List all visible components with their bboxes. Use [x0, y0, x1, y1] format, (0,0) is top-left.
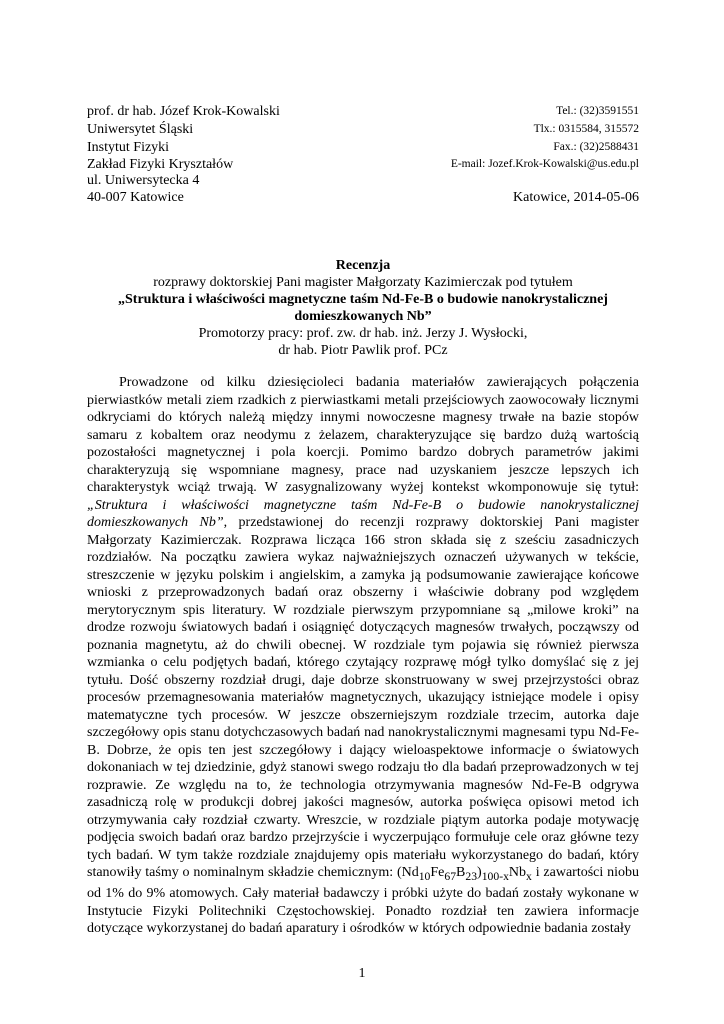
university: Uniwersytet Śląski — [87, 122, 194, 137]
thesis-title: „Struktura i właściwości magnetyczne taśm Nd-Fe-B o budowie nanokrystalicznej domieszkowanych Nb” — [118, 292, 608, 324]
text-run: , przedstawionej do recenzji rozprawy doktorskiej Pani magister Małgorzaty Kazimierczak. Rozprawa licząca 166 stron składa się z sześciu zasadniczych rozdziałów. Na początku zawiera wykaz najważniejszych oznaczeń używanych w tekście, streszczenie w języku polskim i angielskim, a zamyka ją podsumowanie zawierające końcowe wnioski z przeprowadzonych badań oraz obszerny i właściwie dobrany pod względem merytorycznym spis literatury. W rozdziale pierwszym przypomniane są „milowe kroki” na drodze rozwoju światowych badań i osiągnięć dotyczących magnesów trwałych, począwszy od poznania magnetytu, aż do chwili obecnej. W rozdziale tym pojawia się również pierwsza wzmianka o celu podjętych badań, którego czytający rozprawę mógł tylko domyślać się z jej tytułu. Dość obszerny rozdział drugi, daje dobrze skonstruowany w swej przejrzystości obraz procesów przemagnesowania materiałów magnetycznych, ukazujący istniejące modele i opisy matematyczne tych procesów. W jeszcze obszerniejszym rozdziale trzecim, autorka daje szczegółowy opis stanu dotychczasowych badań nad nanokrystalicznymi magnesami typu Nd-Fe-B. Dobrze, że opis ten jest szczegółowy i dający wieloaspektowe informacje o światowych dokonaniach w tej dziedzinie, gdyż stanowi swego rodzaju tło dla badań przeprowadzonych w tej rozprawie. Ze względu na to, że technologia otrzymywania magnesów Nd-Fe-B odgrywa zasadniczą rolę w produkcji dobrej jakości magnesów, autorka poświęca opisowi metod ich otrzymywania cały rozdział czwarty. Wreszcie, w rozdziale piątym autorka podaje motywację podjęcia swoich badań oraz bardzo przejrzyście i wyczerpująco formułuje cele oraz główne tezy tych badań. W tym także rozdziale znajdujemy opis materiału wykorzystanego do badań, który stanowiły taśmy o nominalnym składzie chemicznym: — [87, 515, 639, 880]
paragraph — [87, 374, 639, 938]
telex: Tlx.: 0315584, 315572 — [533, 123, 639, 135]
department: Zakład Fizyki Kryształów — [87, 157, 234, 172]
review-subtitle: rozprawy doktorskiej Pani magister Małgorzaty Kazimierczak pod tytułem — [153, 275, 573, 290]
postal-city: 40-007 Katowice — [87, 190, 184, 205]
institute: Instytut Fizyki — [87, 140, 170, 155]
text-run: Prowadzone od kilku dziesięcioleci badania materiałów zawierających połączenia pierwiastków metali ziem rzadkich z pierwiastkami metali przejściowych zaowocowały licznymi odkryciami do których należą między innymi nowoczesne magnesy trwałe na bazie stopów samaru z kobaltem oraz neodymu z żelazem, charakteryzujące się bardzo dużą wartością pozostałości magnetycznej i pola koercji. Pomimo bardzo dobrych parametrów jakimi charakteryzują się wspomniane magnesy, prace nad uzyskaniem jeszcze lepszych ich charakterystyk wciąż trwają. W zasygnalizowany wyżej kontekst wkomponowuje się tytuł: — [87, 375, 639, 495]
street: ul. Uniwersytecka 4 — [87, 173, 200, 188]
review-heading: Recenzja — [335, 258, 391, 273]
page-number: 1 — [358, 966, 366, 981]
text-run: i zawartości niobu od 1% do 9% atomowych. Cały materiał badawczy i próbki użyte do badań zostały wykonane w Instytucie Fizyki Politechniki Częstochowskiej. Ponadto rozdział ten zawiera informacje dotyczące wykorzystanej do badań aparatury i ośrodków w których odpowiednie badania zostały — [87, 865, 639, 937]
promoters-line: dr hab. Piotr Pawlik prof. PCz — [278, 343, 448, 358]
reviewer-name: prof. dr hab. Józef Krok-Kowalski — [87, 104, 280, 119]
email: E-mail: Jozef.Krok-Kowalski@us.edu.pl — [450, 158, 639, 170]
chemical-formula: $(Nd_{10}Fe_{67}B_{23})_{100-x}Nb_x$ — [396, 865, 532, 883]
title-block — [87, 257, 639, 359]
promoters-line: Promotorzy pracy: prof. zw. dr hab. inż. Jerzy J. Wysłocki, — [198, 326, 528, 341]
phone: Tel.: (32)3591551 — [556, 105, 639, 117]
date-place: Katowice, 2014-05-06 — [513, 190, 639, 205]
thesis-title-italic: „Struktura i właściwości magnetyczne taśm Nd-Fe-B o budowie nanokrystalicznej domieszkowanych Nb” — [87, 497, 639, 530]
fax: Fax.: (32)2588431 — [553, 141, 639, 153]
review-body — [87, 374, 639, 938]
